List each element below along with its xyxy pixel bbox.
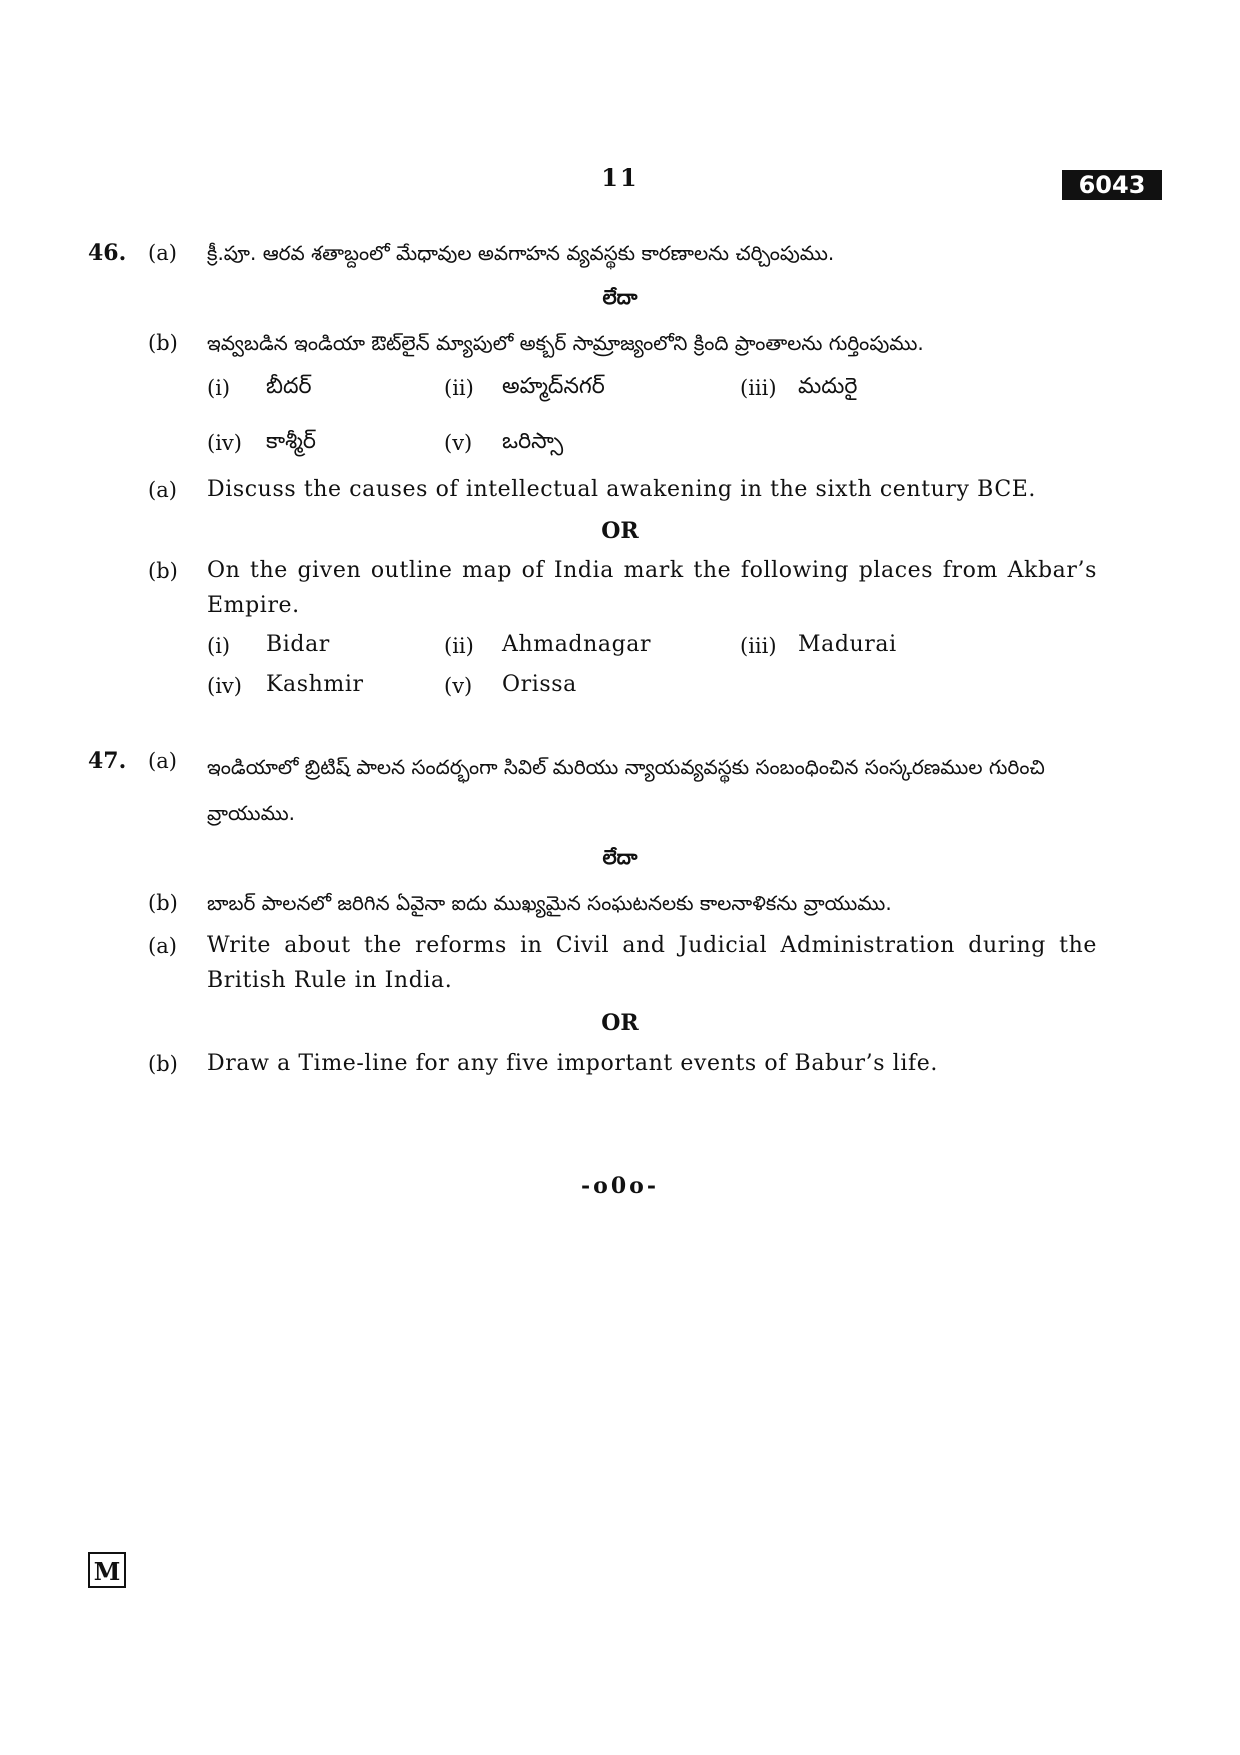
q46-en-opt-ii-value: Ahmadnagar	[502, 632, 652, 657]
q46-en-opt-i-roman: (i)	[207, 634, 231, 658]
q46-te-opt-iii-value: మదురై	[798, 374, 858, 399]
q46-en-opt-iii-roman: (iii)	[740, 634, 777, 658]
q47-te-b-label: (b)	[148, 891, 178, 915]
q47-te-a-label: (a)	[148, 749, 177, 773]
q47-te-or: లేదా	[602, 845, 638, 869]
q46-en-opt-iv-roman: (iv)	[207, 674, 242, 698]
q46-en-a-label: (a)	[148, 478, 177, 502]
q46-en-or: OR	[601, 518, 639, 544]
q46-en-a-text: Discuss the causes of intellectual awakening in the sixth century BCE.	[207, 477, 1037, 502]
q46-te-opt-iv-roman: (iv)	[207, 431, 242, 455]
q46-en-opt-v-value: Orissa	[502, 672, 577, 697]
q47-en-b-label: (b)	[148, 1052, 178, 1076]
medium-mark-box: M	[88, 1552, 126, 1588]
q47-te-b-text: బాబర్ పాలనలో జరిగిన ఏవైనా ఐదు ముఖ్యమైన సంఘటనలకు కాలనాళికను వ్రాయుము.	[207, 891, 892, 915]
q46-te-a-text: క్రీ.పూ. ఆరవ శతాబ్దంలో మేధావుల అవగాహన వ్యవస్థకు కారణాలను చర్చింపుము.	[207, 241, 835, 265]
q46-te-b-text: ఇవ్వబడిన ఇండియా ఔట్‌లైన్ మ్యాపులో అక్బర్ సామ్రాజ్యంలోని క్రింది ప్రాంతాలను గుర్తింపుము.	[207, 331, 924, 355]
q47-en-or: OR	[601, 1010, 639, 1036]
q47-en-a-label: (a)	[148, 934, 177, 958]
q46-te-opt-v-value: ఒరిస్సా	[502, 429, 564, 454]
q47-te-a-text: ఇండియాలో బ్రిటిష్ పాలన సందర్భంగా సివిల్ మరియు న్యాయవ్యవస్థకు సంబంధించిన సంస్కరణముల గురించి వ్రాయుము.	[207, 755, 1045, 825]
q46-en-opt-iv-value: Kashmir	[266, 672, 364, 697]
question-number-47: 47.	[88, 748, 127, 774]
q46-en-opt-iii-value: Madurai	[798, 632, 897, 657]
q46-en-b-label: (b)	[148, 559, 178, 583]
q46-te-opt-ii-value: అహ్మద్‌నగర్	[502, 374, 605, 399]
q47-en-a-text: Write about the reforms in Civil and Judicial Administration during the British Rule in India.	[207, 933, 1097, 993]
end-of-paper-mark: -o0o-	[581, 1173, 659, 1199]
question-number-46: 46.	[88, 240, 127, 266]
q46-te-opt-v-roman: (v)	[444, 431, 473, 455]
q46-te-opt-ii-roman: (ii)	[444, 376, 474, 400]
q46-te-opt-iii-roman: (iii)	[740, 376, 777, 400]
paper-code-badge: 6043	[1062, 170, 1162, 200]
q46-te-opt-iv-value: కాశ్మీర్	[266, 429, 316, 454]
q46-te-a-label: (a)	[148, 241, 177, 265]
q46-te-b-label: (b)	[148, 331, 178, 355]
q46-en-opt-v-roman: (v)	[444, 674, 473, 698]
q46-en-opt-ii-roman: (ii)	[444, 634, 474, 658]
q46-te-opt-i-value: బీదర్	[266, 374, 312, 399]
q46-te-opt-i-roman: (i)	[207, 376, 231, 400]
q46-te-or: లేదా	[602, 285, 638, 309]
q46-en-b-text: On the given outline map of India mark the following places from Akbar’s Empire.	[207, 558, 1097, 618]
page-number: 11	[601, 163, 639, 192]
q46-en-opt-i-value: Bidar	[266, 632, 330, 657]
q47-en-b-text: Draw a Time-line for any five important events of Babur’s life.	[207, 1051, 938, 1076]
